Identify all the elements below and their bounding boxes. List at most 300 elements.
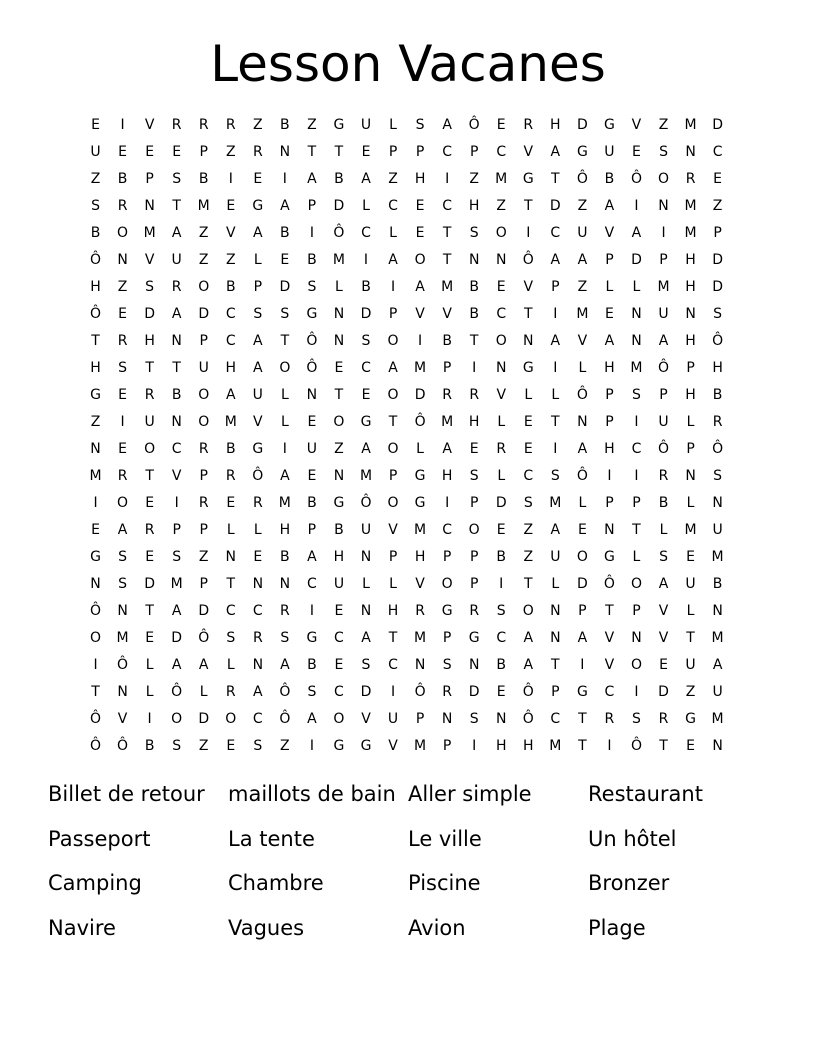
grid-letter: R [144, 522, 155, 538]
grid-letter: O [630, 657, 642, 673]
grid-letter: P [199, 333, 208, 349]
word-list [48, 772, 768, 951]
grid-letter: H [468, 198, 480, 214]
grid-letter: S [442, 657, 452, 673]
grid-letter: E [496, 522, 506, 538]
grid-letter: C [361, 360, 371, 376]
grid-letter: P [253, 279, 263, 295]
grid-letter: I [445, 495, 450, 511]
grid-letter: N [712, 603, 723, 619]
grid-letter: Z [523, 549, 534, 565]
grid-letter: E [118, 441, 127, 457]
grid-letter: P [469, 576, 479, 592]
grid-letter: M [684, 225, 697, 241]
grid-letter: B [496, 657, 507, 673]
grid-letter: N [279, 144, 291, 160]
grid-letter: N [468, 657, 480, 673]
grid-letter: H [685, 252, 696, 268]
grid-letter: N [279, 576, 291, 592]
grid-letter: Z [712, 198, 723, 214]
grid-letter: O [414, 252, 426, 268]
grid-letter: E [523, 441, 533, 457]
grid-letter: P [632, 603, 641, 619]
grid-letter: C [496, 306, 507, 322]
grid-letter: B [144, 738, 155, 754]
grid-letter: V [253, 414, 263, 430]
grid-letter: N [117, 684, 128, 700]
grid-letter: H [387, 603, 399, 619]
grid-letter: E [118, 306, 127, 322]
grid-letter: L [605, 279, 614, 295]
grid-letter: O [198, 279, 210, 295]
grid-letter: C [388, 657, 398, 673]
grid-letter: C [604, 684, 615, 700]
grid-letter: R [117, 333, 128, 349]
grid-letter: N [360, 603, 372, 619]
grid-letter: R [712, 414, 723, 430]
grid-letter: M [711, 630, 724, 646]
grid-letter: P [605, 252, 614, 268]
grid-letter: R [415, 603, 425, 619]
grid-letter: P [388, 549, 398, 565]
grid-letter: H [685, 333, 696, 349]
grid-letter: G [306, 630, 318, 646]
grid-letter: Z [117, 279, 128, 295]
grid-letter: M [278, 495, 291, 511]
grid-letter: N [171, 333, 182, 349]
grid-row [82, 328, 738, 355]
grid-letter: R [117, 198, 128, 214]
grid-letter: A [253, 684, 263, 700]
grid-letter: L [416, 441, 424, 457]
grid-letter: B [225, 441, 236, 457]
grid-letter: I [634, 414, 639, 430]
grid-letter: G [576, 684, 588, 700]
grid-row [82, 679, 738, 706]
grid-letter: A [658, 333, 669, 349]
grid-letter: Z [307, 117, 317, 133]
grid-letter: E [496, 117, 506, 133]
grid-letter: O [90, 630, 102, 646]
grid-letter: V [415, 306, 425, 322]
word-list-item: Le ville [408, 826, 482, 851]
grid-letter: P [442, 738, 452, 754]
grid-letter: V [144, 117, 155, 133]
grid-letter: C [631, 441, 642, 457]
word-list-item: La tente [228, 826, 315, 851]
grid-letter: Ô [90, 711, 102, 727]
grid-letter: M [711, 711, 724, 727]
grid-letter: T [578, 711, 587, 727]
grid-letter: Z [469, 171, 479, 187]
grid-letter: A [523, 657, 534, 673]
grid-letter: N [712, 738, 723, 754]
grid-letter: R [252, 495, 263, 511]
grid-letter: H [414, 549, 426, 565]
grid-letter: V [523, 144, 534, 160]
grid-letter: G [522, 171, 534, 187]
grid-letter: N [631, 630, 642, 646]
grid-letter: S [226, 630, 236, 646]
grid-letter: M [414, 630, 427, 646]
grid-letter: V [361, 711, 371, 727]
grid-letter: N [631, 306, 642, 322]
grid-letter: N [658, 198, 669, 214]
grid-letter: S [632, 711, 641, 727]
grid-letter: P [172, 522, 181, 538]
grid-letter: T [388, 630, 398, 646]
grid-letter: V [225, 225, 236, 241]
grid-letter: R [198, 117, 209, 133]
word-list-item: Piscine [408, 871, 481, 896]
grid-letter: I [553, 306, 558, 322]
grid-letter: V [658, 630, 669, 646]
grid-letter: L [686, 414, 695, 430]
grid-letter: I [120, 414, 125, 430]
grid-letter: V [631, 117, 642, 133]
grid-letter: L [524, 387, 533, 403]
grid-letter: A [442, 117, 452, 133]
grid-letter: P [551, 684, 560, 700]
grid-letter: H [333, 549, 345, 565]
grid-letter: A [361, 630, 371, 646]
grid-letter: R [658, 468, 669, 484]
grid-letter: Ô [657, 441, 670, 457]
grid-letter: O [387, 387, 399, 403]
grid-letter: D [712, 252, 723, 268]
grid-letter: C [496, 144, 507, 160]
grid-letter: E [226, 495, 236, 511]
grid-letter: E [145, 630, 155, 646]
grid-letter: S [496, 603, 506, 619]
grid-row [82, 490, 738, 517]
grid-letter: V [496, 387, 507, 403]
grid-letter: I [363, 252, 369, 268]
grid-letter: E [496, 279, 506, 295]
grid-letter: D [549, 198, 561, 214]
grid-letter: U [658, 414, 669, 430]
grid-letter: U [198, 360, 209, 376]
grid-letter: Ô [522, 252, 534, 268]
grid-letter: Ô [90, 738, 102, 754]
grid-letter: O [495, 225, 507, 241]
word-list-item: Camping [48, 871, 142, 896]
grid-letter: E [469, 441, 479, 457]
grid-letter: T [523, 306, 533, 322]
grid-letter: H [225, 360, 237, 376]
grid-letter: C [252, 603, 263, 619]
grid-letter: L [389, 117, 397, 133]
grid-letter: Z [198, 252, 209, 268]
grid-letter: H [523, 738, 534, 754]
grid-letter: A [280, 198, 290, 214]
grid-letter: P [632, 495, 641, 511]
grid-letter: O [144, 441, 156, 457]
grid-letter: E [523, 414, 533, 430]
grid-letter: M [576, 306, 589, 322]
grid-letter: S [118, 576, 128, 592]
grid-letter: H [712, 360, 723, 376]
grid-letter: G [603, 117, 615, 133]
grid-letter: T [659, 738, 668, 754]
grid-letter: L [551, 387, 560, 403]
grid-letter: P [199, 144, 208, 160]
grid-letter: H [495, 738, 507, 754]
grid-letter: N [171, 414, 182, 430]
grid-letter: Z [90, 414, 101, 430]
grid-letter: I [472, 360, 477, 376]
grid-letter: M [224, 414, 237, 430]
grid-letter: N [333, 333, 345, 349]
grid-letter: N [550, 603, 561, 619]
grid-letter: O [495, 333, 507, 349]
grid-letter: M [549, 495, 562, 511]
grid-letter: A [171, 603, 182, 619]
grid-letter: Z [496, 198, 507, 214]
grid-letter: E [632, 144, 641, 160]
grid-letter: S [118, 549, 128, 565]
grid-letter: P [307, 522, 317, 538]
grid-letter: L [253, 252, 262, 268]
grid-letter: T [145, 603, 154, 619]
grid-letter: E [415, 198, 425, 214]
grid-letter: A [577, 630, 588, 646]
grid-letter: M [441, 414, 454, 430]
grid-letter: R [144, 387, 155, 403]
grid-letter: V [604, 657, 615, 673]
grid-letter: Ô [522, 711, 534, 727]
grid-letter: L [632, 279, 641, 295]
grid-letter: V [442, 306, 452, 322]
grid-letter: B [469, 306, 479, 322]
grid-letter: V [144, 252, 155, 268]
grid-letter: Z [253, 117, 263, 133]
grid-letter: V [388, 522, 398, 538]
grid-letter: M [684, 198, 697, 214]
grid-letter: A [307, 171, 317, 187]
grid-letter: V [415, 576, 425, 592]
grid-letter: H [604, 441, 615, 457]
grid-letter: E [118, 144, 127, 160]
grid-letter: H [90, 360, 101, 376]
grid-letter: L [632, 549, 641, 565]
grid-letter: Z [198, 549, 209, 565]
grid-letter: N [414, 657, 426, 673]
grid-letter: M [197, 198, 210, 214]
grid-letter: R [252, 630, 263, 646]
grid-letter: Ô [576, 468, 588, 484]
grid-letter: U [171, 252, 182, 268]
grid-letter: A [523, 630, 534, 646]
grid-letter: N [441, 711, 453, 727]
grid-letter: S [118, 360, 128, 376]
grid-letter: N [523, 333, 534, 349]
grid-letter: S [632, 387, 641, 403]
grid-letter: I [634, 684, 639, 700]
grid-letter: R [442, 684, 452, 700]
grid-letter: R [658, 711, 669, 727]
grid-letter: E [686, 738, 695, 754]
word-list-item: maillots de bain [228, 782, 396, 806]
grid-letter: I [634, 198, 639, 214]
grid-letter: Ô [522, 684, 534, 700]
grid-letter: Ô [576, 171, 588, 187]
grid-letter: U [712, 522, 723, 538]
grid-letter: G [306, 306, 318, 322]
grid-letter: U [360, 117, 372, 133]
grid-letter: N [333, 468, 345, 484]
grid-letter: D [712, 117, 723, 133]
grid-letter: G [252, 441, 264, 457]
grid-letter: D [198, 306, 210, 322]
grid-letter: V [604, 225, 615, 241]
grid-letter: N [577, 414, 588, 430]
grid-letter: A [253, 360, 263, 376]
grid-letter: P [415, 711, 425, 727]
grid-letter: A [550, 333, 561, 349]
grid-letter: R [198, 495, 209, 511]
grid-letter: M [116, 630, 129, 646]
grid-letter: Z [280, 738, 290, 754]
grid-letter: S [713, 306, 723, 322]
grid-letter: Z [388, 171, 398, 187]
grid-letter: D [360, 684, 372, 700]
grid-letter: R [442, 387, 452, 403]
grid-letter: H [414, 171, 426, 187]
grid-letter: M [414, 522, 427, 538]
grid-letter: O [468, 522, 480, 538]
grid-letter: B [117, 171, 128, 187]
grid-letter: G [333, 117, 345, 133]
grid-letter: L [389, 225, 397, 241]
grid-letter: T [307, 144, 317, 160]
grid-letter: P [551, 279, 560, 295]
grid-letter: T [145, 468, 154, 484]
grid-letter: M [549, 738, 562, 754]
grid-letter: B [280, 225, 290, 241]
grid-row [82, 139, 738, 166]
grid-letter: D [576, 117, 588, 133]
grid-letter: I [472, 738, 477, 754]
grid-letter: U [685, 576, 696, 592]
grid-row [82, 409, 738, 436]
grid-letter: G [414, 468, 426, 484]
grid-row [82, 436, 738, 463]
grid-letter: P [199, 576, 208, 592]
grid-letter: Ô [279, 711, 291, 727]
grid-letter: U [685, 657, 696, 673]
grid-letter: D [712, 279, 723, 295]
grid-letter: I [228, 171, 233, 187]
grid-letter: E [172, 144, 182, 160]
grid-letter: A [604, 198, 615, 214]
grid-letter: T [551, 657, 560, 673]
grid-letter: P [605, 387, 614, 403]
grid-letter: P [388, 144, 398, 160]
grid-letter: M [684, 117, 697, 133]
grid-letter: D [144, 306, 155, 322]
grid-letter: P [469, 549, 479, 565]
grid-letter: D [414, 387, 426, 403]
grid-letter: I [120, 117, 125, 133]
grid-letter: L [551, 576, 560, 592]
grid-letter: A [577, 252, 588, 268]
grid-letter: T [388, 414, 398, 430]
grid-letter: T [442, 252, 452, 268]
grid-letter: B [361, 279, 371, 295]
grid-letter: B [334, 171, 344, 187]
grid-letter: T [91, 333, 100, 349]
grid-letter: C [712, 144, 723, 160]
grid-letter: Z [577, 279, 588, 295]
grid-letter: S [172, 738, 182, 754]
page-title: Lesson Vacanes [210, 35, 606, 93]
word-list-item: Passeport [48, 826, 151, 851]
grid-letter: U [306, 441, 318, 457]
grid-letter: T [551, 414, 560, 430]
grid-letter: A [442, 441, 452, 457]
grid-letter: A [550, 252, 561, 268]
grid-letter: N [495, 252, 507, 268]
grid-row [82, 571, 738, 598]
grid-letter: S [523, 495, 533, 511]
grid-letter: B [307, 495, 317, 511]
grid-letter: A [361, 441, 371, 457]
grid-letter: N [495, 360, 507, 376]
grid-letter: E [361, 387, 371, 403]
grid-letter: A [253, 333, 263, 349]
grid-letter: A [253, 225, 263, 241]
grid-letter: I [607, 738, 612, 754]
grid-letter: U [387, 711, 399, 727]
grid-letter: I [390, 279, 396, 295]
grid-row [82, 625, 738, 652]
grid-letter: Z [577, 198, 588, 214]
grid-letter: A [117, 522, 128, 538]
grid-letter: B [280, 117, 290, 133]
grid-letter: V [577, 333, 588, 349]
grid-letter: T [172, 360, 181, 376]
grid-letter: S [550, 468, 560, 484]
grid-letter: L [686, 603, 695, 619]
grid-letter: H [279, 522, 291, 538]
word-row [48, 906, 768, 951]
grid-letter: A [171, 657, 182, 673]
grid-letter: O [333, 711, 345, 727]
grid-letter: B [496, 549, 507, 565]
grid-letter: S [307, 279, 317, 295]
grid-row [82, 301, 738, 328]
grid-letter: S [280, 630, 290, 646]
grid-letter: T [334, 387, 344, 403]
grid-letter: Ô [360, 495, 372, 511]
grid-letter: N [333, 306, 345, 322]
grid-letter: R [225, 117, 236, 133]
grid-letter: D [171, 630, 183, 646]
grid-letter: C [171, 441, 182, 457]
grid-letter: N [144, 198, 155, 214]
grid-letter: C [334, 630, 344, 646]
grid-letter: A [171, 225, 182, 241]
grid-letter: N [631, 333, 642, 349]
grid-letter: T [632, 522, 641, 538]
grid-letter: I [580, 657, 585, 673]
grid-letter: I [634, 468, 639, 484]
grid-row [82, 166, 738, 193]
grid-letter: C [550, 711, 561, 727]
grid-letter: S [659, 549, 668, 565]
grid-letter: Z [658, 117, 669, 133]
